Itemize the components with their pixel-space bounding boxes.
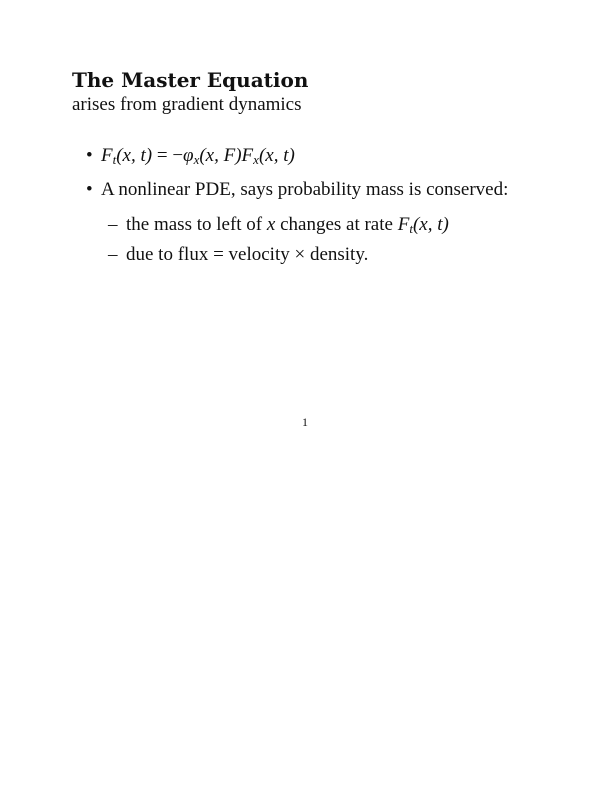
sub-item-flux: due to flux = velocity × density. [126,244,369,265]
eq-lhs-sub: t [112,152,117,167]
eq-phi-sub: x [193,152,200,167]
eq-phi: φ [183,145,194,166]
eq-lhs-args: (x, t) [116,145,153,166]
eq-rhs-sub: x [253,152,259,167]
eq-rhs-f: F [241,145,254,166]
sub-item-mass-var: x [266,214,276,235]
page-number: 1 [302,415,308,429]
bullet-marker: • [86,179,93,200]
page-subtitle: arises from gradient dynamics [72,94,302,115]
sub-item-mass-args: (x, t) [412,214,449,235]
eq-lhs-f: F [101,145,113,166]
master-equation [101,144,295,168]
sub-item-mass-pre: the mass to left of [126,214,267,235]
sub-item-dash: – [108,214,118,235]
sub-item-mass-f-sub: t [409,221,413,236]
bullet-marker: • [86,145,93,166]
eq-rhs-args: (x, t) [258,145,295,166]
bullet-text: A nonlinear PDE, says probability mass is conserved: [101,179,509,200]
eq-equals: = − [152,145,184,166]
sub-item-dash: – [108,244,118,265]
sub-item-mass [126,213,449,237]
page-title: The Master Equation [72,68,309,92]
sub-item-mass-mid: changes at rate [275,214,398,235]
eq-phi-args: (x, F) [199,145,242,166]
sub-item-mass-f: F [397,214,410,235]
